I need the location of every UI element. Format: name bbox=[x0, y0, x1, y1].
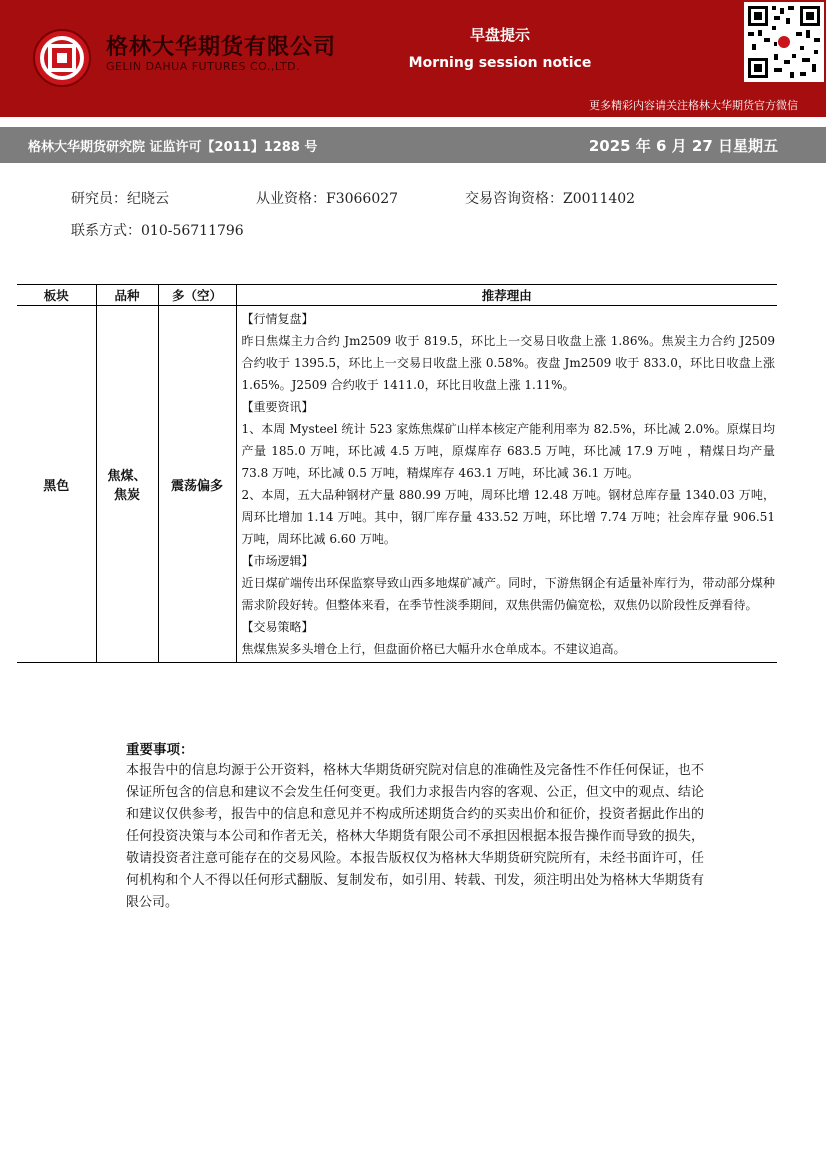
researcher-advisory: 交易咨询资格：Z0011402 bbox=[465, 191, 636, 207]
section-heading-strategy: 【交易策略】 bbox=[241, 620, 314, 634]
section-heading-review: 【行情复盘】 bbox=[241, 312, 314, 326]
section-heading-news: 【重要资讯】 bbox=[241, 400, 314, 414]
review-paragraph: 昨日焦煤主力合约 Jm2509 收于 819.5，环比上一交易日收盘上涨 1.86%。焦炭主力合约 J2509 合约收于 1395.5，环比上一交易日收盘上涨 0.58%。夜盘 Jm2509 收于 833.0，环比日收盘上涨 1.65%。J2509 合约收于 1411.0，环比日收盘上涨 1.11%。 bbox=[241, 334, 775, 392]
section-heading-logic: 【市场逻辑】 bbox=[241, 554, 314, 568]
report-title-en: Morning session notice bbox=[408, 55, 592, 71]
sector-cell: 黑色 bbox=[17, 306, 96, 663]
company-logo-icon bbox=[32, 28, 92, 88]
report-date: 2025 年 6 月 27 日星期五 bbox=[588, 137, 778, 155]
notice-body: 本报告中的信息均源于公开资料，格林大华期货研究院对信息的准确性及完备性不作任何保证，也不保证所包含的信息和建议不会发生任何变更。我们力求报告内容的客观、公正，但文中的观点、结论和建议仅供参考，报告中的信息和意见并不构成所述期货合约的买卖出价和征价，投资者据此作出的任何投资决策与本公司和作者无关，格林大华期货有限公司不承担因根据本报告操作而导致的损失，敬请投资者注意可能存在的交易风险。本报告版权仅为格林大华期货研究院所有，未经书面许可，任何机构和个人不得以任何形式翻版、复制发布，如引用、转载、刊发，须注明出处为格林大华期货有限公司。 bbox=[126, 763, 704, 910]
logic-paragraph: 近日煤矿端传出环保监察导致山西多地煤矿减产。同时，下游焦钢企有适量补库行为，带动部分煤种需求阶段好转。但整体来看，在季节性淡季期间，双焦供需仍偏宽松，双焦仍以阶段性反弹看待。 bbox=[241, 576, 775, 612]
header-direction: 多（空） bbox=[158, 285, 236, 306]
table-header-row bbox=[17, 285, 777, 306]
recommendation-table bbox=[17, 284, 777, 663]
header-banner bbox=[0, 0, 826, 117]
researcher-contact: 联系方式：010-56711796 bbox=[71, 223, 244, 239]
info-band bbox=[0, 127, 826, 163]
news-paragraph-2: 2、本周，五大品种钢材产量 880.99 万吨，周环比增 12.48 万吨。钢材总库存量 1340.03 万吨，周环比增加 1.14 万吨。其中，钢厂库存量 433.52 万吨，环比增 7.74 万吨；社会库存量 906.51 万吨，周环比减 6.60 万吨。 bbox=[241, 488, 775, 546]
researcher-name: 研究员：纪晓云 bbox=[71, 191, 169, 207]
qr-code-icon bbox=[744, 2, 824, 82]
direction-cell: 震荡偏多 bbox=[158, 306, 236, 663]
strategy-paragraph: 焦煤焦炭多头增仓上行，但盘面价格已大幅升水仓单成本。不建议追高。 bbox=[241, 642, 626, 656]
header-reason: 推荐理由 bbox=[236, 285, 777, 306]
follow-wechat-text: 更多精彩内容请关注格林大华期货官方微信 bbox=[589, 99, 798, 112]
researcher-qualification: 从业资格：F3066027 bbox=[256, 191, 399, 207]
institute-license: 格林大华期货研究院 证监许可【2011】1288 号 bbox=[28, 140, 318, 155]
report-title-cn: 早盘提示 bbox=[469, 26, 530, 44]
notice-title: 重要事项： bbox=[126, 742, 194, 758]
table-row bbox=[17, 306, 777, 663]
variety-cell: 焦煤、焦炭 bbox=[96, 306, 158, 663]
reason-cell bbox=[236, 306, 777, 663]
company-name-en: GELIN DAHUA FUTURES CO.,LTD. bbox=[106, 60, 301, 73]
company-name-cn: 格林大华期货有限公司 bbox=[106, 35, 337, 60]
header-sector: 板块 bbox=[17, 285, 96, 306]
news-paragraph-1: 1、本周 Mysteel 统计 523 家炼焦煤矿山样本核定产能利用率为 82.5%，环比减 2.0%。原煤日均产量 185.0 万吨，环比减 4.5 万吨，原煤库存 683.5 万吨，环比减 17.9 万吨 ，精煤日均产量 73.8 万吨，环比减 0.5 万吨，精煤库存 463.1 万吨，环比减 36.1 万吨。 bbox=[241, 422, 775, 480]
header-variety: 品种 bbox=[96, 285, 158, 306]
